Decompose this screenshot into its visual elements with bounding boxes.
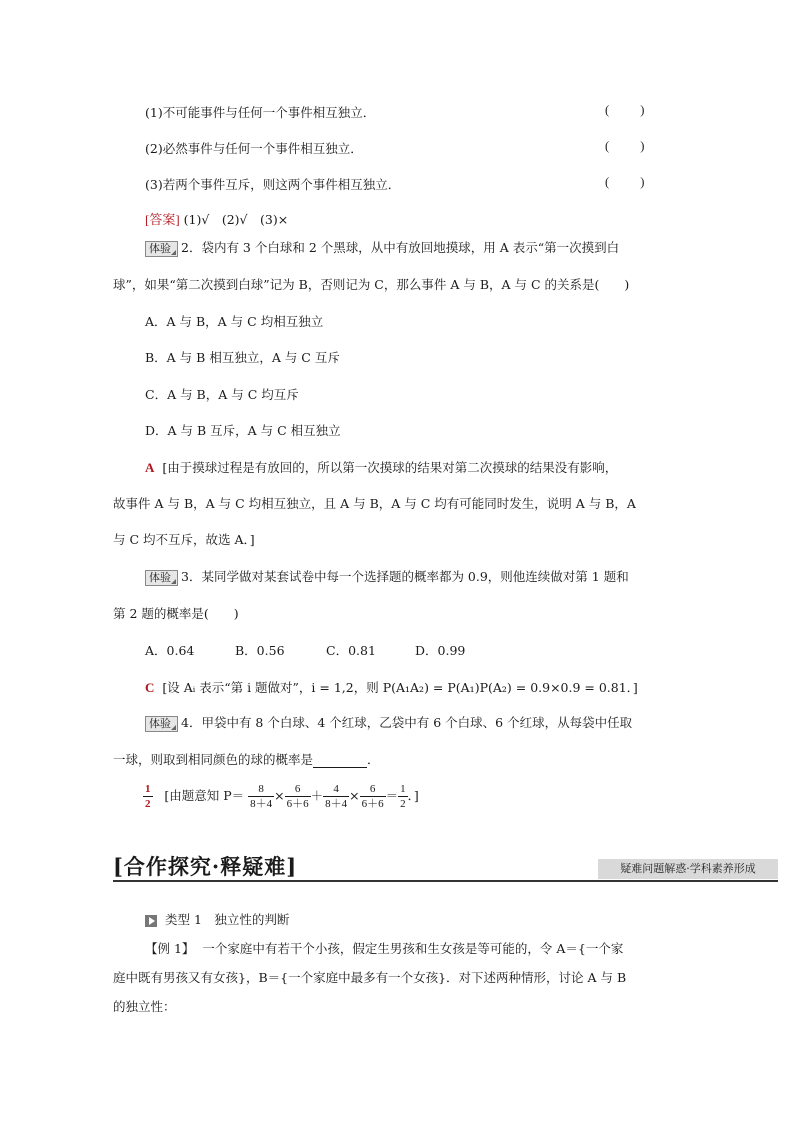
answer-letter: A xyxy=(145,460,155,475)
question-3-line-2: 第 2 题的概率是( ) xyxy=(113,606,239,621)
experience-tag: 体验 xyxy=(145,241,178,257)
fraction: $\frac{6}{6+6}$ xyxy=(361,783,384,810)
fraction: $\frac{1}{2}$ xyxy=(400,783,406,810)
question-text: 4．甲袋中有 8 个白球、4 个红球，乙袋中有 6 个白球、6 个红球，从每袋中任取 xyxy=(181,715,633,730)
answer-text: (1)√ (2)√ (3)× xyxy=(183,212,289,227)
answer-paren: ( ) xyxy=(605,139,659,153)
question-3-line-1 xyxy=(145,567,629,586)
fraction: $\frac{6}{6+6}$ xyxy=(286,783,309,810)
solution-text: [由于摸球过程是有放回的，所以第一次摸球的结果对第二次摸球的结果没有影响， xyxy=(162,460,618,475)
solution-text: ．] xyxy=(407,788,419,803)
option-c: C．0.81 xyxy=(326,643,376,658)
answer-paren: ( ) xyxy=(605,103,659,117)
operator: × xyxy=(349,788,360,803)
fraction: $\frac{8}{8+4}$ xyxy=(250,783,273,810)
section-badge: 疑难问题解惑·学科素养形成 xyxy=(598,859,778,879)
judge-item-3 xyxy=(145,175,400,193)
question-text: 一球，则取到相同颜色的球的概率是 xyxy=(113,752,314,767)
question-text: 2．袋内有 3 个白球和 2 个黑球，从中有放回地摸球，用 A 表示“第一次摸到白 xyxy=(181,240,620,255)
option-d: D．A 与 B 互斥，A 与 C 相互独立 xyxy=(145,423,341,438)
question-text: ． xyxy=(367,752,380,767)
answer-blank xyxy=(313,755,367,768)
option-d: D．0.99 xyxy=(415,643,466,658)
option-a: A．A 与 B，A 与 C 均相互独立 xyxy=(145,314,324,329)
judge-item-text: (3)若两个事件互斥，则这两个事件相互独立． xyxy=(145,177,401,192)
answer-fraction: $\frac{1}{2}$ xyxy=(145,783,151,810)
fraction: $\frac{4}{8+4}$ xyxy=(325,783,348,810)
option-c: C．A 与 B，A 与 C 均互斥 xyxy=(145,387,299,402)
question-4-line-2 xyxy=(113,750,380,768)
question-4-line-1 xyxy=(145,713,632,732)
judge-item-text: (2)必然事件与任何一个事件相互独立． xyxy=(145,141,363,156)
option-b: B．A 与 B 相互独立，A 与 C 互斥 xyxy=(145,350,340,365)
experience-tag: 体验 xyxy=(145,570,178,586)
solution-text: [设 Aᵢ 表示“第 i 题做对”，i = 1,2，则 P(A₁A₂) = P(A₁)P(A₂) = 0.9×0.9 = 0.81．] xyxy=(162,680,638,695)
option-b: B．0.56 xyxy=(235,643,285,658)
solution-2-line-2: 故事件 A 与 B，A 与 C 均相互独立，且 A 与 B，A 与 C 均有可能同时发生，说明 A 与 B，A xyxy=(113,496,636,511)
judge-item-2 xyxy=(145,139,363,157)
example-text: 一个家庭中有若干个小孩，假定生男孩和生女孩是等可能的，令 A＝{一个家 xyxy=(202,941,624,956)
type-heading xyxy=(145,910,289,928)
solution-4 xyxy=(143,782,419,811)
judge-item-text: (1)不可能事件与任何一个事件相互独立． xyxy=(145,105,376,120)
solution-2-line-1 xyxy=(145,458,617,476)
example-1-line-2: 庭中既有男孩又有女孩}，B＝{一个家庭中最多有一个女孩}．对下述两种情形，讨论 A 与 B xyxy=(113,970,627,985)
solution-2-line-3: 与 C 均不互斥，故选 A．] xyxy=(113,532,255,547)
operator: ＋ xyxy=(310,788,324,803)
question-2-line-1 xyxy=(145,238,619,257)
answer-letter: C xyxy=(145,680,155,695)
solution-text: [由题意知 P＝ xyxy=(164,788,245,803)
experience-tag: 体验 xyxy=(145,716,178,732)
section-divider xyxy=(113,880,778,882)
answer-label: [答案] xyxy=(145,212,180,227)
example-1-line-3: 的独立性： xyxy=(113,999,176,1014)
example-label: 【例 1】 xyxy=(145,941,195,956)
answer-line xyxy=(145,209,288,228)
judge-item-1 xyxy=(145,103,375,121)
play-icon xyxy=(145,915,157,927)
operator: ＝ xyxy=(385,788,399,803)
option-a: A．0.64 xyxy=(145,643,195,658)
type-label: 类型 1 独立性的判断 xyxy=(165,912,290,927)
question-text: 3．某同学做对某套试卷中每一个选择题的概率都为 0.9，则他连续做对第 1 题和 xyxy=(181,569,629,584)
solution-3 xyxy=(145,678,638,696)
operator: × xyxy=(274,788,285,803)
section-title: [合作探究·释疑难] xyxy=(113,854,298,879)
answer-paren: ( ) xyxy=(605,175,659,189)
example-1-line-1 xyxy=(145,939,623,957)
question-2-line-2: 球”，如果“第二次摸到白球”记为 B，否则记为 C，那么事件 A 与 B，A 与 C 的关系是( ) xyxy=(113,277,630,292)
